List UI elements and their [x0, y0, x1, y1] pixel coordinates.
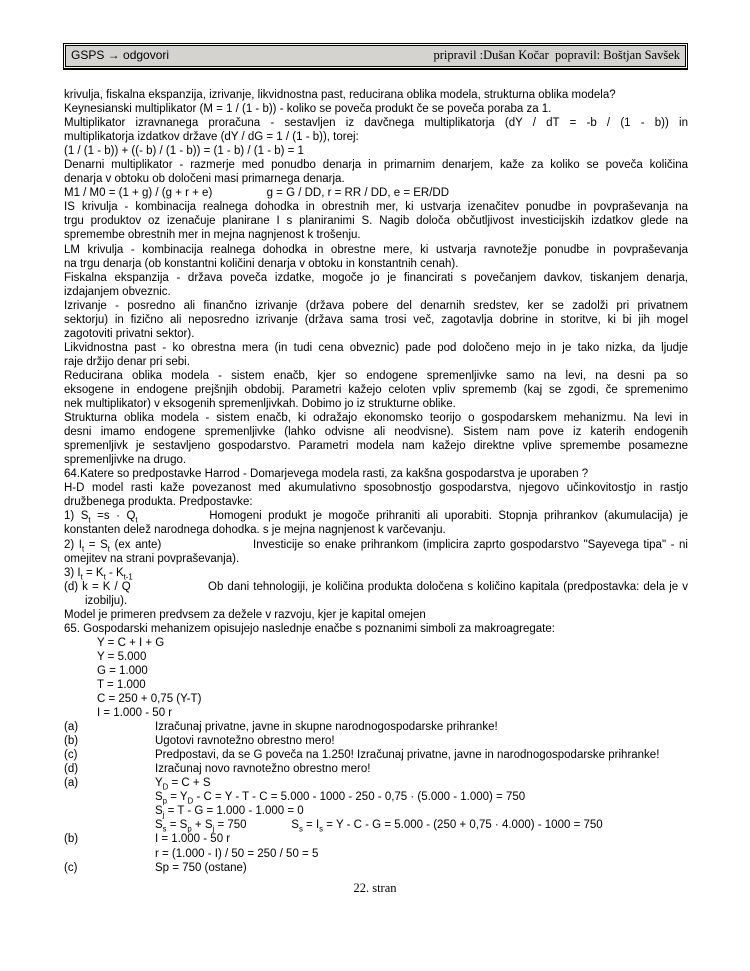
- text-line: M1 / M0 = (1 + g) / (g + r + e) g = G / DD, r = RR / DD, e = ER/DD: [64, 187, 450, 200]
- text-line: $S_j = T - G = 1.000 - 1.000 = 0$: [155, 805, 304, 820]
- item-text: I = 1.000 - 50 r: [155, 833, 231, 846]
- text-line: Izrivanje - posredno ali finančno izrivanje (država pobere del denarnih sredstev, ker se zadolži pri privatnem: [64, 299, 688, 312]
- text-line: [64, 748, 688, 762]
- text-line: (1 / (1 - b)) + ((- b) / (1 - b)) = (1 - b) / (1 - b) = 1: [64, 145, 304, 158]
- text-line: $S_p = Y_D - C = Y - T - C = 5.000 - 1000 - 250 - 0,75 \cdot (5.000 - 1.000) = 750$: [155, 791, 526, 806]
- text-line: [64, 762, 688, 776]
- text-line: r = (1.000 - I) / 50 = 250 / 50 = 5: [155, 847, 319, 860]
- text-line: nek multiplikator) v eksogenih spremenljivkah. Dobimo jo iz strukturne oblike.: [64, 398, 456, 411]
- item-text: Predpostavi, da se G poveča na 1.250! Izračunaj privatne, javne in narodnogospodarske prihranke!: [155, 749, 660, 762]
- text-line: 3) $I_t = K_t - K_{t-1}$: [64, 566, 133, 581]
- text-line: Y = 5.000: [97, 650, 147, 663]
- header-credits: pripravil :Dušan Kočar popravil: Boštjan Savšek: [433, 48, 680, 62]
- text-line: LM krivulja - kombinacija realnega dohodka in obrestne mere, ki ustvarja ravnotežje ponudbe in povpraševanja: [64, 243, 688, 256]
- text-line: [64, 734, 688, 748]
- item-label: (a): [64, 721, 79, 734]
- text-line: spremenljivke na drugo.: [64, 454, 187, 467]
- text-line: izdajanjem obveznic.: [64, 285, 171, 298]
- text-line: Keynesianski multiplikator (M = 1 / (1 - b)) - koliko se poveča produkt če se poveča poraba za 1.: [64, 103, 552, 116]
- text-line: $S_s = S_p + S_j = 750$ $S_s = I_s = Y - C - G = 5.000 - (250 + 0,75 \cdot 4.000) - 1000 = 750$: [155, 819, 603, 834]
- item-label: (a): [64, 777, 79, 790]
- item-text: Sp = 750 (ostane): [155, 861, 247, 874]
- text-line: omejitev na strani povpraševanja).: [64, 552, 240, 565]
- item-label: (c): [64, 861, 78, 874]
- text-line: IS krivulja - kombinacija realnega dohodka in obrestnih mer, ki ustvarja izenačitev ponudbe in povpraševanja na: [64, 201, 688, 214]
- text-line: T = 1.000: [97, 678, 146, 691]
- text-line: spremembe obrestnih mer in mejna nagnjenost k trošenju.: [64, 229, 361, 242]
- text-line: Denarni multiplikator - razmerje med ponudbo denarja in primarnim denarjem, kaže za koliko se poveča količina: [64, 159, 688, 172]
- text-line: konstanten delež narodnega dohodka. s je mejna nagnjenost k varčevanju.: [64, 524, 446, 537]
- text-line: zagotoviti privatni sektor).: [64, 327, 195, 340]
- text-line: krivulja, fiskalna ekspanzija, izrivanje, likvidnostna past, reducirana oblika modela, strukturna oblika modela?: [64, 89, 616, 101]
- text-line: Model je primeren predvsem za dežele v razvoju, kjer je kapital omejen: [64, 608, 426, 621]
- text-line: C = 250 + 0,75 (Y-T): [97, 693, 202, 706]
- item-text: Izračunaj privatne, javne in skupne narodnogospodarske prihranke!: [155, 721, 498, 734]
- text-line: eksogene in endogene prejšnjih obdobij. Parametri kažejo celoten vpliv sprememb (kaj se zgodi, če spremenimo: [64, 383, 688, 396]
- text-line: spremenljivk je sestavljeno gospodarstvo. Parametri modela nam kažejo direktne vplive spremembe posamezne: [64, 440, 688, 453]
- item-text: Ugotovi ravnotežno obrestno mero!: [155, 735, 335, 748]
- text-line: multiplikatorja izdatkov države (dY / dG = 1 / (1 - b)), torej:: [64, 131, 359, 144]
- item-label: (d): [64, 763, 79, 776]
- text-line: [64, 776, 688, 790]
- text-line: sektorju) in fizično ali neposredno izrivanje (država sama trosi več, zagotavlja dobrine in storitve, ki bi jih mogel: [64, 313, 688, 326]
- page-number: 22. stran: [353, 881, 397, 895]
- item-label: (b): [64, 735, 79, 748]
- text-line: 2) $I_t = S_t$ (ex ante) Investicije so enake prihrankom (implicira zaprto gospodarstvo "Sayevega tipa" - ni: [64, 538, 688, 553]
- text-line: na trgu denarja (ob konstantni količini denarja v obtoku in konstantnih cenah).: [64, 257, 459, 270]
- text-line: Reducirana oblika modela - sistem enačb, kjer so endogene spremenljivke samo na levi, na desni pa so: [64, 369, 688, 382]
- text-line: I = 1.000 - 50 r: [97, 707, 173, 720]
- item-label: (c): [64, 749, 78, 762]
- item-text: $Y_D = C + S$: [155, 777, 211, 792]
- text-line: (d) k = K / Q Ob dani tehnologiji, je količina produkta določena s količino kapitala (predpostavka: dela je v: [64, 580, 688, 593]
- item-label: (b): [64, 833, 79, 846]
- text-line: desni imamo endogene spremenljivke (lahko odvisne ali neodvisne). Sistem nam pove iz katerih endogenih: [64, 426, 688, 439]
- page-header: [63, 43, 688, 70]
- item-text: Izračunaj novo ravnotežno obrestno mero!: [155, 763, 371, 776]
- text-line: Y = C + I + G: [97, 636, 165, 649]
- text-line: 65. Gospodarski mehanizem opisujejo naslednje enačbe s poznanimi simboli za makroagregate:: [64, 622, 555, 635]
- text-line: izobilju).: [85, 594, 128, 607]
- text-line: Fiskalna ekspanzija - država poveča izdatke, mogoče jo je financirati s povečanjem davkov, tiskanjem denarja,: [64, 271, 688, 284]
- text-line: denarja v obtoku ob določeni masi primarnega denarja.: [64, 173, 345, 186]
- document-body: [64, 88, 688, 875]
- text-line: [64, 861, 688, 875]
- text-line: [64, 720, 688, 734]
- text-line: G = 1.000: [97, 664, 148, 677]
- page-header-bar: [65, 45, 686, 67]
- text-line: [64, 832, 688, 846]
- text-line: trgu produktov oz izenačuje planirane I s planiranimi S. Nagib določa občutljivost investicijskih izdatkov glede na: [64, 215, 688, 228]
- text-line: 1) $S_t =s \cdot Q_t$ Homogeni produkt je mogoče prihraniti ali uporabiti. Stopnja prihrankov (akumulacija) je: [64, 510, 689, 525]
- text-line: Strukturna oblika modela - sistem enačb, ki odražajo ekonomsko teorijo o gospodarskem mehanizmu. Na levi in: [64, 412, 688, 425]
- text-line: Multiplikator izravnanega proračuna - sestavljen iz davčnega multiplikatorja (dY / dT = -b / (1 - b)) in: [64, 117, 688, 130]
- text-line: družbenega produkta. Predpostavke:: [64, 496, 253, 509]
- text-line: H-D model rasti kaže povezanost med akumulativno sposobnostjo gospodarstva, njegovo učinkovitostjo in rastjo: [64, 482, 688, 495]
- text-line: raje držijo denar pri sebi.: [64, 355, 190, 368]
- text-line: 64.Katere so predpostavke Harrod - Domarjevega modela rasti, za kakšna gospodarstva je uporaben ?: [64, 468, 589, 481]
- text-line: Likvidnostna past - ko obrestna mera (in tudi cena obveznic) pade pod določeno mejo in je tako nizka, da ljudje: [64, 341, 688, 354]
- header-title: GSPS → odgovori: [71, 48, 170, 62]
